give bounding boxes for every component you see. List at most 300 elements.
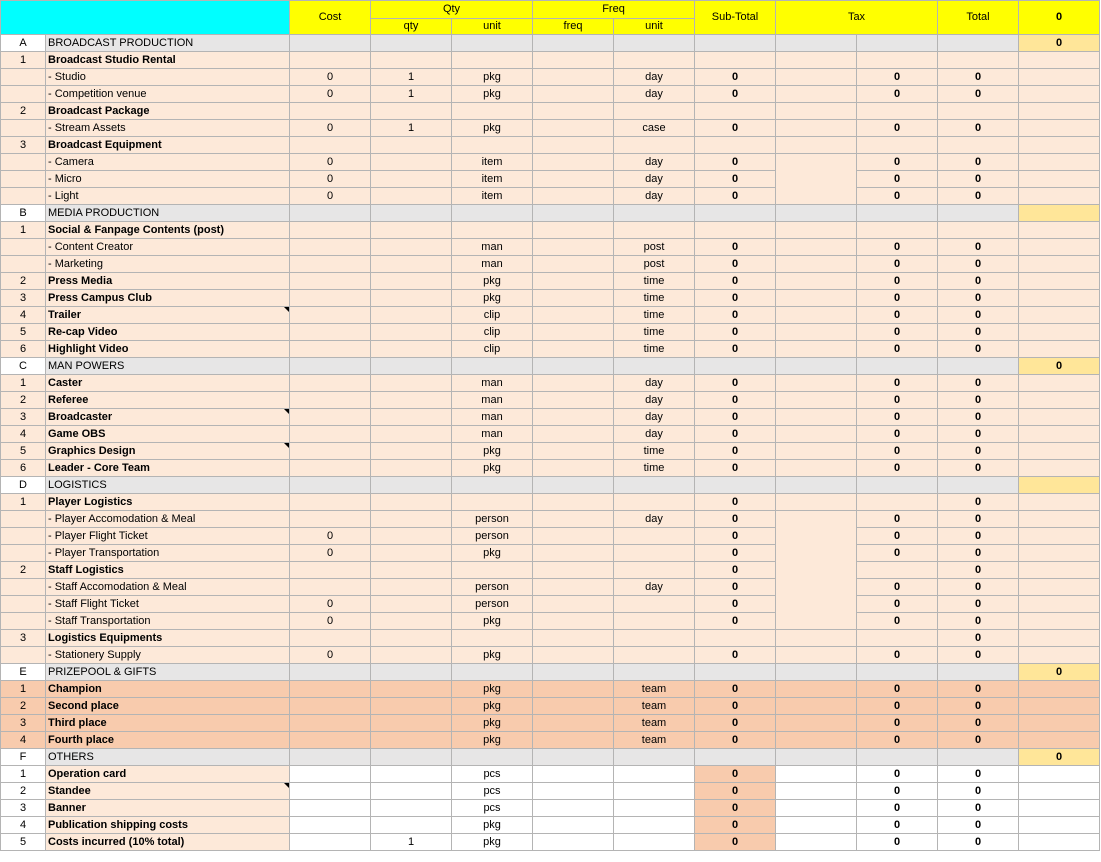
item-name-cell[interactable]: Broadcast Studio Rental <box>46 52 290 69</box>
row-id-cell[interactable] <box>1 613 46 630</box>
subtotal-cell[interactable]: 0 <box>695 562 776 579</box>
tax-rate-cell[interactable] <box>776 426 857 443</box>
qty-unit-cell[interactable]: pcs <box>452 800 533 817</box>
extra-cell[interactable] <box>1019 732 1100 749</box>
tax-rate-cell[interactable] <box>776 817 857 834</box>
freq-cell[interactable] <box>533 613 614 630</box>
cost-cell[interactable] <box>290 290 371 307</box>
cost-cell[interactable] <box>290 324 371 341</box>
freq-cell[interactable] <box>533 834 614 851</box>
tax-cell[interactable]: 0 <box>857 375 938 392</box>
freq-unit-cell[interactable] <box>614 630 695 647</box>
empty-cell[interactable] <box>371 749 452 766</box>
tax-cell[interactable] <box>857 222 938 239</box>
tax-cell[interactable]: 0 <box>857 307 938 324</box>
extra-cell[interactable] <box>1019 341 1100 358</box>
item-name-cell[interactable]: - Competition venue <box>46 86 290 103</box>
qty-unit-cell[interactable] <box>452 494 533 511</box>
qty-unit-cell[interactable]: pkg <box>452 681 533 698</box>
total-cell[interactable]: 0 <box>938 579 1019 596</box>
freq-unit-cell[interactable]: time <box>614 443 695 460</box>
qty-unit-cell[interactable]: item <box>452 154 533 171</box>
item-name-cell[interactable]: Leader - Core Team <box>46 460 290 477</box>
extra-cell[interactable] <box>1019 375 1100 392</box>
extra-cell[interactable] <box>1019 511 1100 528</box>
extra-cell[interactable] <box>1019 222 1100 239</box>
freq-unit-cell[interactable] <box>614 834 695 851</box>
freq-cell[interactable] <box>533 630 614 647</box>
empty-cell[interactable] <box>695 664 776 681</box>
freq-unit-cell[interactable] <box>614 222 695 239</box>
qty-cell[interactable] <box>371 341 452 358</box>
tax-rate-cell[interactable] <box>776 307 857 324</box>
cost-cell[interactable]: 0 <box>290 86 371 103</box>
qty-cell[interactable] <box>371 511 452 528</box>
freq-cell[interactable] <box>533 579 614 596</box>
subtotal-cell[interactable]: 0 <box>695 715 776 732</box>
extra-cell[interactable] <box>1019 562 1100 579</box>
subtotal-cell[interactable]: 0 <box>695 766 776 783</box>
qty-cell[interactable]: 1 <box>371 120 452 137</box>
qty-unit-cell[interactable]: man <box>452 409 533 426</box>
extra-cell[interactable] <box>1019 426 1100 443</box>
cost-cell[interactable]: 0 <box>290 120 371 137</box>
tax-rate-cell[interactable] <box>776 137 857 154</box>
item-name-cell[interactable]: Third place <box>46 715 290 732</box>
total-cell[interactable]: 0 <box>938 171 1019 188</box>
tax-rate-cell[interactable] <box>776 630 857 647</box>
empty-cell[interactable] <box>776 205 857 222</box>
qty-unit-cell[interactable]: clip <box>452 324 533 341</box>
qty-unit-cell[interactable]: pkg <box>452 86 533 103</box>
freq-unit-cell[interactable] <box>614 528 695 545</box>
row-id-cell[interactable] <box>1 154 46 171</box>
qty-cell[interactable] <box>371 732 452 749</box>
header-qty-unit[interactable]: unit <box>452 19 533 35</box>
item-name-cell[interactable]: Standee <box>46 783 290 800</box>
qty-cell[interactable] <box>371 188 452 205</box>
freq-cell[interactable] <box>533 52 614 69</box>
tax-cell[interactable]: 0 <box>857 273 938 290</box>
item-name-cell[interactable]: - Player Transportation <box>46 545 290 562</box>
item-name-cell[interactable]: - Marketing <box>46 256 290 273</box>
tax-rate-cell[interactable] <box>776 86 857 103</box>
freq-cell[interactable] <box>533 766 614 783</box>
tax-cell[interactable]: 0 <box>857 800 938 817</box>
extra-cell[interactable] <box>1019 783 1100 800</box>
subtotal-cell[interactable] <box>695 103 776 120</box>
qty-unit-cell[interactable] <box>452 222 533 239</box>
extra-cell[interactable] <box>1019 154 1100 171</box>
section-total-cell[interactable]: 0 <box>1019 358 1100 375</box>
freq-unit-cell[interactable] <box>614 545 695 562</box>
extra-cell[interactable] <box>1019 273 1100 290</box>
qty-cell[interactable]: 1 <box>371 69 452 86</box>
row-id-cell[interactable]: 1 <box>1 494 46 511</box>
freq-unit-cell[interactable]: post <box>614 256 695 273</box>
row-id-cell[interactable] <box>1 647 46 664</box>
extra-cell[interactable] <box>1019 647 1100 664</box>
tax-rate-cell[interactable] <box>776 375 857 392</box>
tax-cell[interactable]: 0 <box>857 511 938 528</box>
extra-cell[interactable] <box>1019 392 1100 409</box>
cost-cell[interactable]: 0 <box>290 545 371 562</box>
cost-cell[interactable]: 0 <box>290 171 371 188</box>
subtotal-cell[interactable]: 0 <box>695 698 776 715</box>
total-cell[interactable]: 0 <box>938 324 1019 341</box>
qty-unit-cell[interactable]: person <box>452 579 533 596</box>
row-id-cell[interactable]: 3 <box>1 290 46 307</box>
extra-cell[interactable] <box>1019 69 1100 86</box>
freq-unit-cell[interactable] <box>614 800 695 817</box>
tax-cell[interactable]: 0 <box>857 698 938 715</box>
freq-cell[interactable] <box>533 409 614 426</box>
subtotal-cell[interactable]: 0 <box>695 171 776 188</box>
tax-cell[interactable]: 0 <box>857 239 938 256</box>
item-name-cell[interactable]: - Light <box>46 188 290 205</box>
extra-cell[interactable] <box>1019 171 1100 188</box>
freq-unit-cell[interactable]: day <box>614 392 695 409</box>
tax-cell[interactable]: 0 <box>857 154 938 171</box>
tax-rate-cell[interactable] <box>776 732 857 749</box>
empty-cell[interactable] <box>614 35 695 52</box>
tax-rate-cell[interactable] <box>776 443 857 460</box>
qty-cell[interactable] <box>371 273 452 290</box>
header-qty[interactable]: qty <box>371 19 452 35</box>
cost-cell[interactable] <box>290 52 371 69</box>
cost-cell[interactable] <box>290 511 371 528</box>
freq-unit-cell[interactable] <box>614 494 695 511</box>
cost-cell[interactable] <box>290 392 371 409</box>
item-name-cell[interactable]: - Stream Assets <box>46 120 290 137</box>
qty-unit-cell[interactable]: pkg <box>452 698 533 715</box>
section-name-cell[interactable]: PRIZEPOOL & GIFTS <box>46 664 290 681</box>
freq-cell[interactable] <box>533 341 614 358</box>
tax-rate-cell[interactable] <box>776 834 857 851</box>
freq-cell[interactable] <box>533 596 614 613</box>
total-cell[interactable]: 0 <box>938 426 1019 443</box>
empty-cell[interactable] <box>857 358 938 375</box>
freq-unit-cell[interactable]: time <box>614 341 695 358</box>
tax-rate-cell[interactable] <box>776 392 857 409</box>
freq-cell[interactable] <box>533 256 614 273</box>
cost-cell[interactable] <box>290 307 371 324</box>
empty-cell[interactable] <box>452 358 533 375</box>
empty-cell[interactable] <box>452 477 533 494</box>
tax-cell[interactable]: 0 <box>857 324 938 341</box>
freq-unit-cell[interactable]: time <box>614 290 695 307</box>
tax-rate-cell[interactable] <box>776 103 857 120</box>
qty-unit-cell[interactable]: pkg <box>452 443 533 460</box>
total-cell[interactable]: 0 <box>938 443 1019 460</box>
tax-cell[interactable]: 0 <box>857 715 938 732</box>
item-name-cell[interactable]: Referee <box>46 392 290 409</box>
item-name-cell[interactable]: - Micro <box>46 171 290 188</box>
total-cell[interactable]: 0 <box>938 69 1019 86</box>
header-freq[interactable]: freq <box>533 19 614 35</box>
freq-unit-cell[interactable]: day <box>614 409 695 426</box>
total-cell[interactable]: 0 <box>938 766 1019 783</box>
cost-cell[interactable] <box>290 494 371 511</box>
cost-cell[interactable] <box>290 103 371 120</box>
row-id-cell[interactable]: 5 <box>1 834 46 851</box>
empty-cell[interactable] <box>371 35 452 52</box>
row-id-cell[interactable]: 5 <box>1 443 46 460</box>
freq-unit-cell[interactable] <box>614 596 695 613</box>
qty-cell[interactable] <box>371 239 452 256</box>
tax-rate-cell[interactable] <box>776 698 857 715</box>
subtotal-cell[interactable]: 0 <box>695 324 776 341</box>
tax-cell[interactable]: 0 <box>857 69 938 86</box>
freq-cell[interactable] <box>533 103 614 120</box>
extra-cell[interactable] <box>1019 188 1100 205</box>
subtotal-cell[interactable]: 0 <box>695 290 776 307</box>
row-id-cell[interactable]: 4 <box>1 307 46 324</box>
qty-unit-cell[interactable]: pkg <box>452 817 533 834</box>
freq-unit-cell[interactable]: team <box>614 715 695 732</box>
empty-cell[interactable] <box>452 749 533 766</box>
empty-cell[interactable] <box>614 358 695 375</box>
empty-cell[interactable] <box>776 664 857 681</box>
subtotal-cell[interactable]: 0 <box>695 817 776 834</box>
row-id-cell[interactable]: 3 <box>1 630 46 647</box>
empty-cell[interactable] <box>533 477 614 494</box>
header-tax[interactable]: Tax <box>776 1 938 35</box>
extra-cell[interactable] <box>1019 137 1100 154</box>
tax-rate-cell[interactable] <box>776 460 857 477</box>
total-cell[interactable] <box>938 103 1019 120</box>
subtotal-cell[interactable]: 0 <box>695 494 776 511</box>
total-cell[interactable]: 0 <box>938 460 1019 477</box>
freq-cell[interactable] <box>533 69 614 86</box>
item-name-cell[interactable]: - Studio <box>46 69 290 86</box>
cost-cell[interactable] <box>290 715 371 732</box>
freq-unit-cell[interactable]: day <box>614 171 695 188</box>
section-name-cell[interactable]: MEDIA PRODUCTION <box>46 205 290 222</box>
subtotal-cell[interactable]: 0 <box>695 511 776 528</box>
extra-cell[interactable] <box>1019 800 1100 817</box>
item-name-cell[interactable]: Second place <box>46 698 290 715</box>
header-freq-group[interactable]: Freq <box>533 1 695 19</box>
cost-cell[interactable] <box>290 137 371 154</box>
cost-cell[interactable] <box>290 579 371 596</box>
empty-cell[interactable] <box>776 749 857 766</box>
tax-cell[interactable]: 0 <box>857 171 938 188</box>
freq-cell[interactable] <box>533 290 614 307</box>
qty-cell[interactable] <box>371 137 452 154</box>
tax-cell[interactable]: 0 <box>857 341 938 358</box>
row-id-cell[interactable]: 1 <box>1 222 46 239</box>
cost-cell[interactable] <box>290 562 371 579</box>
extra-cell[interactable] <box>1019 324 1100 341</box>
item-name-cell[interactable]: - Player Flight Ticket <box>46 528 290 545</box>
total-cell[interactable]: 0 <box>938 732 1019 749</box>
qty-unit-cell[interactable]: item <box>452 171 533 188</box>
freq-cell[interactable] <box>533 732 614 749</box>
total-cell[interactable]: 0 <box>938 596 1019 613</box>
subtotal-cell[interactable]: 0 <box>695 579 776 596</box>
freq-unit-cell[interactable] <box>614 817 695 834</box>
freq-cell[interactable] <box>533 545 614 562</box>
tax-cell[interactable] <box>857 494 938 511</box>
item-name-cell[interactable]: Staff Logistics <box>46 562 290 579</box>
freq-cell[interactable] <box>533 375 614 392</box>
freq-unit-cell[interactable]: time <box>614 273 695 290</box>
cost-cell[interactable] <box>290 698 371 715</box>
subtotal-cell[interactable]: 0 <box>695 647 776 664</box>
qty-unit-cell[interactable]: man <box>452 375 533 392</box>
row-id-cell[interactable] <box>1 596 46 613</box>
subtotal-cell[interactable]: 0 <box>695 596 776 613</box>
empty-cell[interactable] <box>533 664 614 681</box>
tax-rate-cell[interactable] <box>776 800 857 817</box>
total-cell[interactable]: 0 <box>938 86 1019 103</box>
qty-unit-cell[interactable] <box>452 137 533 154</box>
total-cell[interactable]: 0 <box>938 511 1019 528</box>
qty-cell[interactable] <box>371 698 452 715</box>
cost-cell[interactable]: 0 <box>290 188 371 205</box>
qty-cell[interactable] <box>371 596 452 613</box>
row-id-cell[interactable] <box>1 256 46 273</box>
freq-cell[interactable] <box>533 120 614 137</box>
qty-cell[interactable] <box>371 222 452 239</box>
empty-cell[interactable] <box>533 749 614 766</box>
item-name-cell[interactable]: - Camera <box>46 154 290 171</box>
row-id-cell[interactable]: F <box>1 749 46 766</box>
cost-cell[interactable] <box>290 630 371 647</box>
tax-rate-cell[interactable] <box>776 766 857 783</box>
total-cell[interactable]: 0 <box>938 545 1019 562</box>
qty-unit-cell[interactable]: pkg <box>452 460 533 477</box>
tax-rate-cell[interactable] <box>776 154 857 205</box>
empty-cell[interactable] <box>776 477 857 494</box>
header-cost[interactable]: Cost <box>290 1 371 35</box>
empty-cell[interactable] <box>857 35 938 52</box>
empty-cell[interactable] <box>452 35 533 52</box>
extra-cell[interactable] <box>1019 579 1100 596</box>
qty-cell[interactable] <box>371 494 452 511</box>
qty-unit-cell[interactable]: pkg <box>452 715 533 732</box>
empty-cell[interactable] <box>938 749 1019 766</box>
tax-cell[interactable]: 0 <box>857 460 938 477</box>
empty-cell[interactable] <box>533 205 614 222</box>
subtotal-cell[interactable]: 0 <box>695 154 776 171</box>
row-id-cell[interactable]: 1 <box>1 766 46 783</box>
cost-cell[interactable] <box>290 834 371 851</box>
tax-rate-cell[interactable] <box>776 120 857 137</box>
tax-cell[interactable]: 0 <box>857 596 938 613</box>
qty-cell[interactable]: 1 <box>371 86 452 103</box>
qty-unit-cell[interactable]: pkg <box>452 69 533 86</box>
tax-cell[interactable]: 0 <box>857 409 938 426</box>
total-cell[interactable]: 0 <box>938 630 1019 647</box>
row-id-cell[interactable] <box>1 528 46 545</box>
extra-cell[interactable] <box>1019 698 1100 715</box>
extra-cell[interactable] <box>1019 86 1100 103</box>
tax-cell[interactable]: 0 <box>857 834 938 851</box>
freq-cell[interactable] <box>533 715 614 732</box>
total-cell[interactable]: 0 <box>938 341 1019 358</box>
qty-cell[interactable] <box>371 800 452 817</box>
cost-cell[interactable]: 0 <box>290 647 371 664</box>
extra-cell[interactable] <box>1019 630 1100 647</box>
qty-cell[interactable] <box>371 307 452 324</box>
empty-cell[interactable] <box>695 205 776 222</box>
freq-cell[interactable] <box>533 494 614 511</box>
empty-cell[interactable] <box>695 749 776 766</box>
tax-cell[interactable] <box>857 562 938 579</box>
freq-unit-cell[interactable] <box>614 766 695 783</box>
qty-unit-cell[interactable] <box>452 52 533 69</box>
empty-cell[interactable] <box>695 477 776 494</box>
total-cell[interactable]: 0 <box>938 562 1019 579</box>
header-subtotal[interactable]: Sub-Total <box>695 1 776 35</box>
tax-cell[interactable]: 0 <box>857 86 938 103</box>
total-cell[interactable]: 0 <box>938 307 1019 324</box>
empty-cell[interactable] <box>371 664 452 681</box>
tax-cell[interactable]: 0 <box>857 392 938 409</box>
freq-cell[interactable] <box>533 647 614 664</box>
cost-cell[interactable] <box>290 732 371 749</box>
qty-unit-cell[interactable]: man <box>452 239 533 256</box>
freq-cell[interactable] <box>533 511 614 528</box>
qty-cell[interactable] <box>371 460 452 477</box>
section-name-cell[interactable]: OTHERS <box>46 749 290 766</box>
grand-total-cell[interactable]: 0 <box>1019 1 1100 35</box>
freq-unit-cell[interactable] <box>614 647 695 664</box>
tax-rate-cell[interactable] <box>776 647 857 664</box>
tax-cell[interactable] <box>857 137 938 154</box>
qty-cell[interactable] <box>371 171 452 188</box>
qty-unit-cell[interactable]: man <box>452 256 533 273</box>
qty-unit-cell[interactable]: pkg <box>452 120 533 137</box>
qty-unit-cell[interactable]: person <box>452 596 533 613</box>
item-name-cell[interactable]: - Staff Accomodation & Meal <box>46 579 290 596</box>
row-id-cell[interactable] <box>1 171 46 188</box>
empty-cell[interactable] <box>857 477 938 494</box>
subtotal-cell[interactable]: 0 <box>695 426 776 443</box>
total-cell[interactable]: 0 <box>938 273 1019 290</box>
empty-cell[interactable] <box>938 477 1019 494</box>
header-corner-cell[interactable] <box>1 1 290 35</box>
freq-cell[interactable] <box>533 222 614 239</box>
subtotal-cell[interactable]: 0 <box>695 681 776 698</box>
qty-cell[interactable] <box>371 630 452 647</box>
qty-cell[interactable] <box>371 613 452 630</box>
item-name-cell[interactable]: - Player Accomodation & Meal <box>46 511 290 528</box>
item-name-cell[interactable]: Highlight Video <box>46 341 290 358</box>
qty-cell[interactable] <box>371 562 452 579</box>
empty-cell[interactable] <box>290 664 371 681</box>
empty-cell[interactable] <box>290 477 371 494</box>
cost-cell[interactable] <box>290 239 371 256</box>
freq-cell[interactable] <box>533 171 614 188</box>
subtotal-cell[interactable]: 0 <box>695 528 776 545</box>
subtotal-cell[interactable]: 0 <box>695 86 776 103</box>
freq-cell[interactable] <box>533 307 614 324</box>
item-name-cell[interactable]: Press Campus Club <box>46 290 290 307</box>
freq-cell[interactable] <box>533 239 614 256</box>
subtotal-cell[interactable]: 0 <box>695 409 776 426</box>
row-id-cell[interactable]: 4 <box>1 732 46 749</box>
total-cell[interactable]: 0 <box>938 783 1019 800</box>
qty-unit-cell[interactable]: pkg <box>452 732 533 749</box>
freq-unit-cell[interactable] <box>614 562 695 579</box>
row-id-cell[interactable]: 1 <box>1 681 46 698</box>
extra-cell[interactable] <box>1019 239 1100 256</box>
cost-cell[interactable] <box>290 409 371 426</box>
total-cell[interactable]: 0 <box>938 120 1019 137</box>
